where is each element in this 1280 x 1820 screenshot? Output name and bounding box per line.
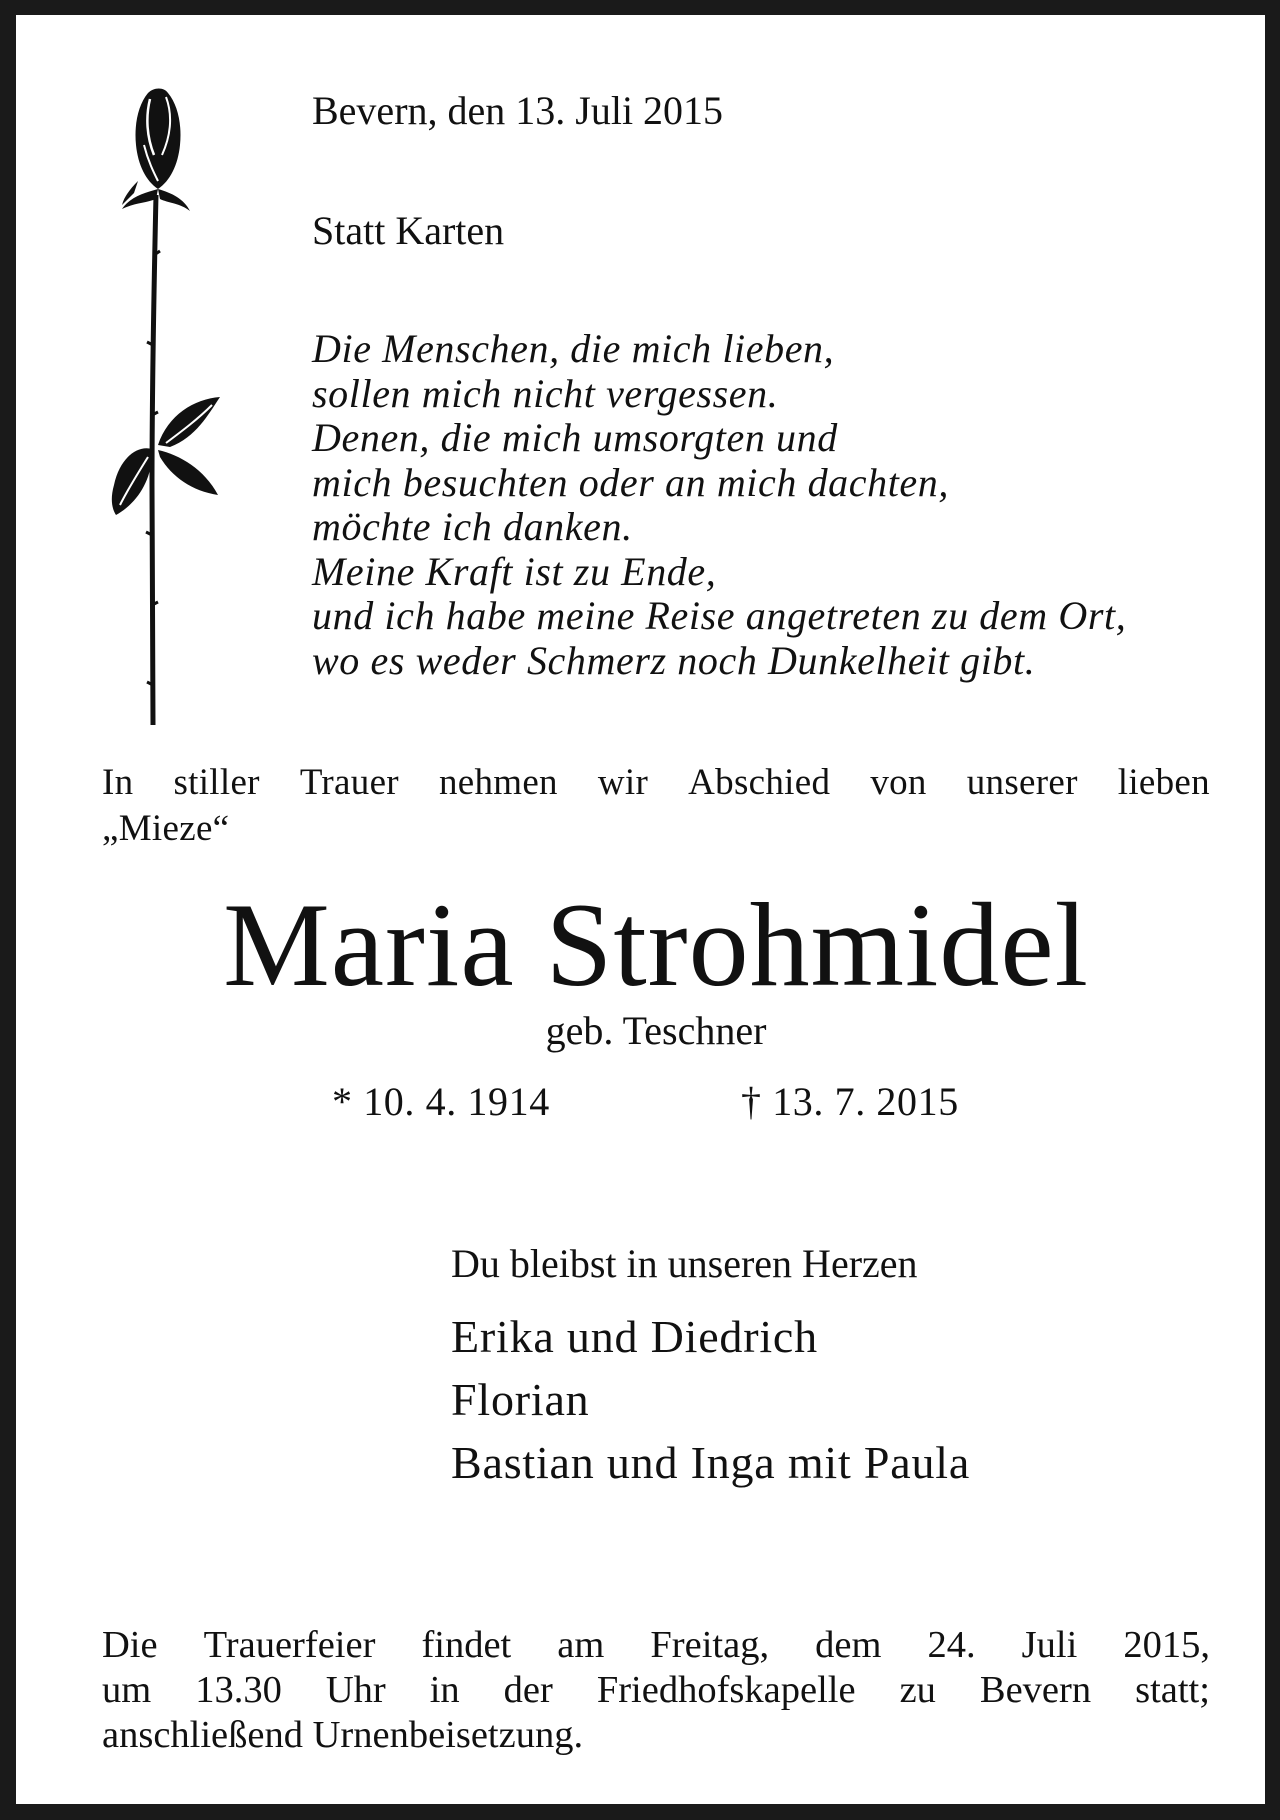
ceremony-word: Die — [102, 1624, 158, 1666]
intro-word: von — [870, 762, 927, 803]
mourner-name: Erika und Diedrich — [451, 1311, 818, 1362]
ceremony-line-2 — [102, 1668, 1210, 1713]
intro-text — [102, 760, 1210, 852]
death-date: † 13. 7. 2015 — [741, 1079, 959, 1124]
place-date: Bevern, den 13. Juli 2015 — [312, 88, 724, 133]
ceremony-word: Uhr — [325, 1669, 386, 1711]
intro-word: wir — [597, 762, 649, 803]
ceremony-word: um — [102, 1669, 152, 1711]
ceremony-word: dem — [815, 1624, 882, 1666]
intro-word: lieben — [1117, 762, 1210, 803]
ceremony-word: 24. — [927, 1624, 976, 1666]
poem-line: wo es weder Schmerz noch Dunkelheit gibt. — [312, 637, 1036, 683]
mourner-name: Bastian und Inga mit Paula — [451, 1437, 971, 1488]
ceremony-notice — [102, 1623, 1210, 1758]
ceremony-word: der — [503, 1669, 553, 1711]
poem-line: Meine Kraft ist zu Ende, — [312, 548, 717, 594]
ceremony-word: Juli — [1021, 1624, 1078, 1666]
ceremony-word: am — [557, 1624, 605, 1666]
intro-word: In — [102, 762, 134, 803]
mourners-heading: Du bleibst in unseren Herzen — [451, 1241, 918, 1286]
ceremony-word: 2015, — [1123, 1624, 1210, 1666]
intro-word: Trauer — [299, 762, 399, 803]
mourners-list — [451, 1305, 970, 1494]
ceremony-word: Bevern — [979, 1669, 1092, 1711]
intro-word: unserer — [966, 762, 1078, 803]
poem-line: sollen mich nicht vergessen. — [312, 370, 779, 416]
ceremony-word: zu — [899, 1669, 936, 1711]
nickname: „Mieze“ — [102, 808, 230, 849]
poem-line: Die Menschen, die mich lieben, — [312, 326, 835, 371]
intro-word: stiller — [173, 762, 260, 803]
ceremony-word: in — [429, 1669, 460, 1711]
birth-date: * 10. 4. 1914 — [332, 1079, 550, 1124]
statt-karten: Statt Karten — [312, 208, 505, 253]
ceremony-word: Friedhofskapelle — [596, 1669, 856, 1711]
poem-line: mich besuchten oder an mich dachten, — [312, 459, 949, 505]
intro-word: Abschied — [688, 762, 831, 803]
poem-line: Denen, die mich umsorgten und — [312, 415, 838, 460]
birth-name: geb. Teschner — [545, 1008, 767, 1053]
ceremony-word: 13.30 — [195, 1669, 282, 1711]
ceremony-word: findet — [421, 1624, 512, 1666]
ceremony-word: Freitag, — [650, 1624, 770, 1666]
ceremony-line-1 — [102, 1623, 1210, 1668]
ceremony-word: Trauerfeier — [203, 1624, 376, 1666]
poem — [312, 327, 1126, 683]
poem-line: möchte ich danken. — [312, 504, 633, 549]
intro-word: nehmen — [438, 762, 558, 803]
ceremony-line-3: anschließend Urnenbeisetzung. — [102, 1714, 584, 1756]
deceased-name: Maria Strohmidel — [223, 878, 1089, 1011]
rose-icon — [108, 85, 238, 735]
ceremony-word: statt; — [1135, 1669, 1210, 1711]
mourner-name: Florian — [451, 1374, 590, 1425]
poem-line: und ich habe meine Reise angetreten zu dem Ort, — [312, 593, 1127, 638]
intro-line-1 — [102, 760, 1210, 806]
